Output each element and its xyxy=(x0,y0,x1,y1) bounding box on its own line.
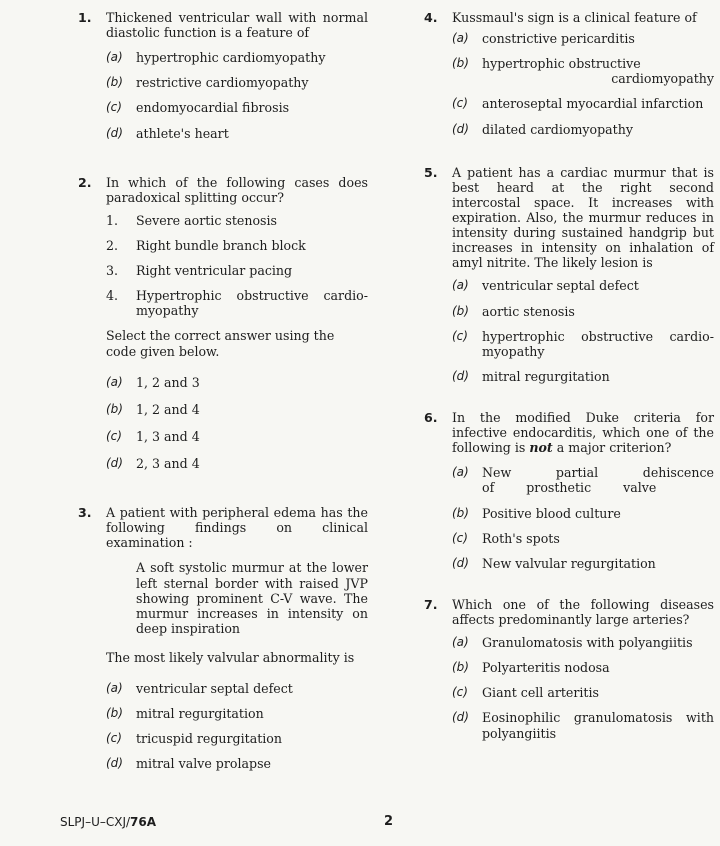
question-number: 7. xyxy=(424,596,438,612)
option-text: Polyarteritis nodosa xyxy=(482,660,610,676)
option-c[interactable] xyxy=(106,100,368,115)
options-list xyxy=(452,278,714,384)
option-a[interactable] xyxy=(452,635,714,650)
question-text: Kussmaul's sign is a clinical feature of xyxy=(452,10,697,25)
option-d[interactable] xyxy=(452,369,714,384)
option-label: (b) xyxy=(452,660,469,675)
question-number: 5. xyxy=(424,164,438,180)
option-a[interactable] xyxy=(452,278,714,293)
option-b[interactable] xyxy=(452,660,714,675)
option-d[interactable] xyxy=(106,756,368,771)
option-label: (c) xyxy=(106,100,122,115)
option-text: 2, 3 and 4 xyxy=(136,455,200,471)
item-label: 1. xyxy=(106,212,119,228)
option-label: (a) xyxy=(452,31,469,46)
question-5 xyxy=(424,165,714,384)
item-4 xyxy=(106,288,368,318)
option-text: Positive blood culture xyxy=(482,505,621,521)
question-text: A patient with peripheral edema has the following findings on clinical examination : xyxy=(106,505,368,551)
option-b[interactable] xyxy=(452,506,714,521)
option-text: Granulomatosis with polyangiitis xyxy=(482,635,693,651)
item-text: Right bundle branch block xyxy=(136,237,306,253)
option-a[interactable] xyxy=(452,465,714,495)
paper-code-prefix: SLPJ–U–CXJ/ xyxy=(60,815,131,829)
option-text: Roth's spots xyxy=(482,530,560,546)
option-d[interactable] xyxy=(106,126,368,141)
option-text: hypertrophic obstructive cardio-myopathy xyxy=(482,328,714,359)
option-c[interactable] xyxy=(452,531,714,546)
option-text: 1, 3 and 4 xyxy=(136,428,200,444)
option-label: (d) xyxy=(452,710,469,725)
option-label: (a) xyxy=(106,50,123,65)
option-label: (c) xyxy=(106,731,122,746)
option-text: tricuspid regurgitation xyxy=(136,731,282,747)
option-a[interactable] xyxy=(106,375,368,390)
numbered-items xyxy=(106,213,368,319)
question-text: Thickened ventricular wall with normal diastolic function is a feature of xyxy=(106,10,368,41)
option-label: (b) xyxy=(452,56,469,71)
option-a[interactable] xyxy=(106,50,368,65)
question-2 xyxy=(78,175,368,471)
option-label: (b) xyxy=(106,706,123,721)
question-number: 4. xyxy=(424,10,438,25)
option-text-continued: cardiomyopathy xyxy=(611,71,714,87)
item-1 xyxy=(106,213,368,228)
option-label: (b) xyxy=(106,75,123,90)
paper-code-bold: 76A xyxy=(130,815,157,829)
option-d[interactable] xyxy=(452,710,714,740)
options-list xyxy=(106,681,368,771)
right-column xyxy=(424,10,714,771)
option-text: mitral valve prolapse xyxy=(136,756,271,772)
option-a[interactable] xyxy=(106,681,368,696)
option-c[interactable] xyxy=(452,685,714,700)
option-text: ventricular septal defect xyxy=(136,681,293,697)
option-b[interactable] xyxy=(106,402,368,417)
option-text: aortic stenosis xyxy=(482,303,575,319)
option-label: (a) xyxy=(452,278,469,293)
clinical-finding: A soft systolic murmur at the lower left sternal border with raised JVP showing prominent C-V wave. The murmur increases in intensity on deep inspiration xyxy=(136,560,368,636)
option-text: anteroseptal myocardial infarction xyxy=(482,96,704,112)
question-text: A patient has a cardiac murmur that is best heard at the right second intercostal space. It increases with expiration. Also, the murmur reduces in intensity during sustained handgrip but increases in intensity on inhalation of amyl nitrite. The likely lesion is xyxy=(452,164,714,271)
option-text: mitral regurgitation xyxy=(136,706,264,722)
option-label: (d) xyxy=(452,121,469,136)
paper-code xyxy=(60,815,156,829)
option-b[interactable] xyxy=(106,706,368,721)
option-text: Eosinophilic granulomatosis with polyangiitis xyxy=(482,710,714,741)
item-2 xyxy=(106,238,368,253)
option-text: constrictive pericarditis xyxy=(482,31,635,47)
option-label: (d) xyxy=(452,368,469,383)
question-number: 1. xyxy=(78,10,92,25)
question-text: Which one of the following diseases affects predominantly large arteries? xyxy=(452,596,714,627)
question-text-part: In the modified Duke criteria for infective endocarditis, which one of the following is xyxy=(452,409,714,456)
question-7 xyxy=(424,597,714,741)
option-label: (c) xyxy=(452,685,468,700)
item-text: Hypertrophic obstructive cardio-myopathy xyxy=(136,288,368,319)
options-list xyxy=(452,31,714,137)
option-text: athlete's heart xyxy=(136,125,229,141)
option-label: (d) xyxy=(106,455,123,470)
option-label: (c) xyxy=(452,530,468,545)
option-text: mitral regurgitation xyxy=(482,368,610,384)
emphasis-not: not xyxy=(529,440,553,456)
option-b[interactable] xyxy=(106,75,368,90)
page-number: 2 xyxy=(384,814,394,829)
question-text-part: a major criterion? xyxy=(552,440,672,456)
question-number: 6. xyxy=(424,409,438,425)
option-text: restrictive cardiomyopathy xyxy=(136,75,309,91)
option-label: (a) xyxy=(106,681,123,696)
option-b[interactable] xyxy=(452,304,714,319)
option-d[interactable] xyxy=(452,122,714,137)
option-c[interactable] xyxy=(452,329,714,359)
question-number: 2. xyxy=(78,174,92,190)
option-label: (b) xyxy=(452,303,469,318)
option-label: (c) xyxy=(452,96,468,111)
option-label: (c) xyxy=(452,328,468,343)
option-text: endomyocardial fibrosis xyxy=(136,100,290,116)
question-6 xyxy=(424,410,714,571)
option-text: hypertrophic obstructive xyxy=(482,56,641,72)
options-list xyxy=(106,50,368,140)
question-4 xyxy=(424,10,714,137)
question-prompt: The most likely valvular abnormality is xyxy=(106,649,355,665)
option-d[interactable] xyxy=(452,556,714,571)
option-label: (d) xyxy=(106,756,123,771)
question-1 xyxy=(78,10,368,141)
item-label: 4. xyxy=(106,288,119,304)
option-text: 1, 2 and 3 xyxy=(136,374,200,390)
question-number: 3. xyxy=(78,505,92,521)
option-c[interactable] xyxy=(452,96,714,111)
option-label: (a) xyxy=(452,635,469,650)
option-text: New valvular regurgitation xyxy=(482,555,656,571)
option-label: (d) xyxy=(452,555,469,570)
option-text: New partial dehiscence of prosthetic valve xyxy=(482,465,714,496)
option-text: ventricular septal defect xyxy=(482,278,639,294)
instruction-text: Select the correct answer using the code given below. xyxy=(106,328,335,359)
options-list xyxy=(106,375,368,471)
option-c[interactable] xyxy=(106,731,368,746)
option-label: (b) xyxy=(452,505,469,520)
option-text: 1, 2 and 4 xyxy=(136,401,200,417)
item-label: 2. xyxy=(106,237,119,253)
option-b[interactable] xyxy=(452,56,714,86)
option-text: Giant cell arteritis xyxy=(482,685,599,701)
option-a[interactable] xyxy=(452,31,714,46)
item-label: 3. xyxy=(106,263,119,279)
item-3 xyxy=(106,263,368,278)
option-label: (a) xyxy=(452,465,469,480)
option-label: (c) xyxy=(106,428,122,443)
option-label: (a) xyxy=(106,374,123,389)
option-label: (b) xyxy=(106,401,123,416)
options-list xyxy=(452,635,714,741)
option-d[interactable] xyxy=(106,456,368,471)
options-list xyxy=(452,465,714,571)
item-text: Severe aortic stenosis xyxy=(136,212,278,228)
item-text: Right ventricular pacing xyxy=(136,263,293,279)
option-text: dilated cardiomyopathy xyxy=(482,121,633,137)
question-text: In which of the following cases does paradoxical splitting occur? xyxy=(106,174,368,205)
question-3 xyxy=(78,505,368,771)
option-c[interactable] xyxy=(106,429,368,444)
option-text: hypertrophic cardiomyopathy xyxy=(136,50,326,66)
option-label: (d) xyxy=(106,125,123,140)
question-text xyxy=(452,410,714,455)
left-column xyxy=(78,10,368,802)
